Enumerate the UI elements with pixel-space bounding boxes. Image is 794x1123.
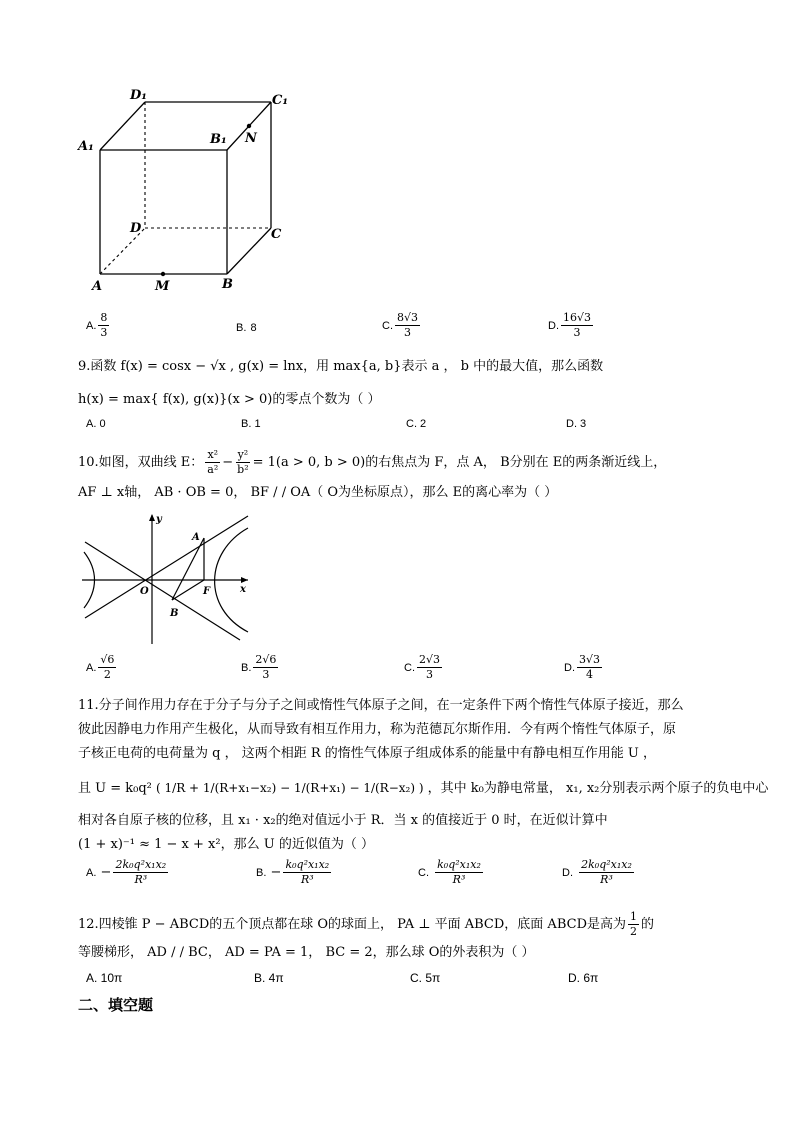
q10-line1: 10.如图，双曲线 E： $\frac{\text{x²}}{\text{a²}}$ − $\frac{\text{y²}}{\text{b²}}$ = 1(a > 0, b > 0)的右焦点为 F，点 A， B分别在 E的两条渐近线上， bbox=[78, 448, 667, 476]
q8-options bbox=[86, 311, 726, 347]
q12-options bbox=[86, 971, 726, 987]
q10-option-d[interactable] bbox=[564, 653, 604, 682]
frac-num: 2k₀q²x₁x₂ bbox=[115, 858, 167, 871]
q9-line2: h(x) = max{ f(x), g(x)}(x > 0)的零点个数为（ ） bbox=[78, 392, 381, 407]
q11-line1: 11.分子间作用力存在于分子与分子之间或惰性气体原子之间，在一定条件下两个惰性气体原子接近，那么 bbox=[78, 698, 684, 713]
frac-num: 2√3 bbox=[419, 653, 441, 666]
option-letter: D. bbox=[562, 867, 573, 879]
option-letter: A. bbox=[86, 662, 97, 674]
q11-line2: 彼此因静电力作用产生极化，从而导致有相互作用力，称为范德瓦尔斯作用．今有两个惰性气体原子，原 bbox=[78, 722, 677, 737]
frac-den: 3 bbox=[573, 326, 581, 339]
label-b: B bbox=[222, 277, 233, 292]
option-text: 8 bbox=[250, 322, 257, 334]
option-letter: C. bbox=[418, 867, 429, 879]
label-a1: A₁ bbox=[78, 139, 94, 154]
option-letter: C. bbox=[382, 320, 393, 332]
q11-option-a[interactable] bbox=[86, 858, 170, 887]
option-letter: B. bbox=[256, 867, 267, 879]
q11-option-d[interactable] bbox=[562, 858, 636, 887]
q11-option-b[interactable] bbox=[256, 858, 333, 887]
q12-line2: 等腰梯形， AD / / BC， AD = PA = 1， BC = 2，那么球 O的外表积为（ ） bbox=[78, 945, 535, 960]
label-d: D bbox=[130, 221, 142, 236]
label-d1: D₁ bbox=[130, 88, 147, 103]
cube-figure bbox=[72, 82, 302, 297]
q11-line5: 相对各自原子核的位移，且 x₁ · x₂的绝对值远小于 R．当 x 的值接近于 0 时，在近似计算中 bbox=[78, 813, 608, 828]
option-letter: B. bbox=[241, 662, 252, 674]
frac-den: b² bbox=[237, 463, 249, 476]
q11-line3: 子核正电荷的电荷量为 q ， 这两个相距 R 的惰性气体原子组成体系的能量中有静电相互作用能 U ， bbox=[78, 746, 656, 761]
graph-label-f: F bbox=[203, 586, 211, 597]
frac-den: R³ bbox=[452, 873, 466, 886]
q10-line2: AF ⊥ x轴， AB · OB = 0， BF / / OA（ O为坐标原点），那么 E的离心率为（ ） bbox=[78, 485, 558, 500]
option-letter: C. bbox=[404, 662, 415, 674]
q12-option-d[interactable]: D. 6π bbox=[568, 971, 599, 985]
frac-den: 3 bbox=[100, 326, 108, 339]
graph-label-o: O bbox=[140, 586, 149, 597]
q12-option-c[interactable]: C. 5π bbox=[410, 971, 441, 985]
frac-num: k₀q²x₁x₂ bbox=[285, 858, 330, 871]
q12-prefix: 12.四棱锥 P − ABCD的五个顶点都在球 O的球面上， PA ⊥ 平面 ABCD，底面 ABCD是高为 bbox=[78, 917, 626, 932]
option-letter: A. bbox=[86, 320, 97, 332]
q10-option-c[interactable] bbox=[404, 653, 444, 682]
label-c: C bbox=[271, 227, 282, 242]
q11-formula-prefix: 且 U = k₀q² bbox=[78, 781, 152, 796]
point-n bbox=[247, 124, 251, 128]
q11-formula-suffix: ，其中 k₀为静电常量， x₁, x₂分别表示两个原子的负电中心 bbox=[427, 781, 769, 796]
label-b1: B₁ bbox=[210, 132, 227, 147]
q12-option-a[interactable]: A. 10π bbox=[86, 971, 123, 985]
frac-num: 3√3 bbox=[579, 653, 601, 666]
q8-option-d[interactable] bbox=[548, 311, 595, 340]
q12-option-b[interactable]: B. 4π bbox=[254, 971, 284, 985]
q8-option-c[interactable] bbox=[382, 311, 422, 340]
frac-num: 8√3 bbox=[397, 311, 419, 324]
q10-prefix: 10.如图，双曲线 E： bbox=[78, 455, 204, 470]
frac-num: 1 bbox=[630, 910, 637, 923]
frac-den: 4 bbox=[586, 668, 593, 681]
frac-den: 3 bbox=[404, 326, 411, 339]
frac-den: R³ bbox=[600, 873, 613, 886]
frac-num: 2k₀q²x₁x₂ bbox=[581, 858, 632, 871]
option-letter: D. bbox=[548, 320, 559, 332]
option-letter: B. bbox=[236, 322, 247, 334]
option-letter: D. bbox=[564, 662, 575, 674]
graph-label-a: A bbox=[192, 532, 200, 543]
frac-num: 16√3 bbox=[563, 311, 592, 324]
q12-line1 bbox=[78, 910, 654, 939]
section-title: 二、填空题 bbox=[78, 996, 154, 1014]
hyperbola-graph bbox=[80, 512, 250, 647]
q9-option-d[interactable]: D. 3 bbox=[566, 418, 587, 430]
graph-label-x: x bbox=[240, 584, 246, 595]
q10-option-a[interactable] bbox=[86, 653, 118, 682]
frac-den: a² bbox=[207, 463, 219, 476]
frac-num: 8 bbox=[100, 311, 108, 324]
q10-option-b[interactable] bbox=[241, 653, 280, 682]
q9-option-b[interactable]: B. 1 bbox=[241, 418, 261, 430]
q12-suffix: 的 bbox=[641, 917, 655, 932]
frac-den: R³ bbox=[300, 873, 314, 886]
frac-den: R³ bbox=[134, 873, 148, 886]
frac-den: 3 bbox=[262, 668, 270, 681]
frac-num: √6 bbox=[100, 653, 115, 666]
frac-num: y² bbox=[237, 448, 249, 461]
q11-option-c[interactable] bbox=[418, 858, 485, 887]
q9-options bbox=[86, 418, 706, 434]
option-sign: − bbox=[100, 865, 112, 880]
label-n: N bbox=[245, 131, 257, 146]
label-c1: C₁ bbox=[272, 93, 289, 108]
q9-option-c[interactable]: C. 2 bbox=[406, 418, 427, 430]
option-letter: A. bbox=[86, 867, 97, 879]
q11-line4 bbox=[78, 779, 768, 798]
label-a: A bbox=[92, 279, 103, 294]
frac-num: x² bbox=[207, 448, 219, 461]
frac-den: 2 bbox=[103, 668, 111, 681]
frac-den: 3 bbox=[426, 668, 433, 681]
frac-num: 2√6 bbox=[255, 653, 277, 666]
graph-label-b: B bbox=[170, 608, 179, 619]
q10-options bbox=[86, 653, 726, 689]
point-m bbox=[161, 272, 165, 276]
label-m: M bbox=[155, 279, 170, 294]
q9-option-a[interactable]: A. 0 bbox=[86, 418, 106, 430]
q9-line1: 9.函数 f(x) = cosx − √x , g(x) = lnx，用 max{a, b}表示 a ， b 中的最大值，那么函数 bbox=[78, 359, 604, 374]
graph-label-y: y bbox=[156, 514, 162, 525]
q11-line6: (1 + x)⁻¹ ≈ 1 − x + x²，那么 U 的近似值为（ ） bbox=[78, 837, 374, 852]
q10-suffix: = 1(a > 0, b > 0)的右焦点为 F，点 A， B分别在 E的两条渐近线上， bbox=[252, 455, 667, 470]
q11-options bbox=[86, 858, 726, 896]
frac-den: 2 bbox=[630, 925, 637, 938]
frac-num: k₀q²x₁x₂ bbox=[437, 858, 481, 871]
q8-option-a[interactable] bbox=[86, 311, 111, 340]
q11-formula: ( 1/R + 1/(R+x₁−x₂) − 1/(R+x₁) − 1/(R−x₂) ) bbox=[156, 781, 424, 795]
option-sign: − bbox=[270, 865, 282, 880]
q8-option-b[interactable] bbox=[236, 319, 257, 337]
